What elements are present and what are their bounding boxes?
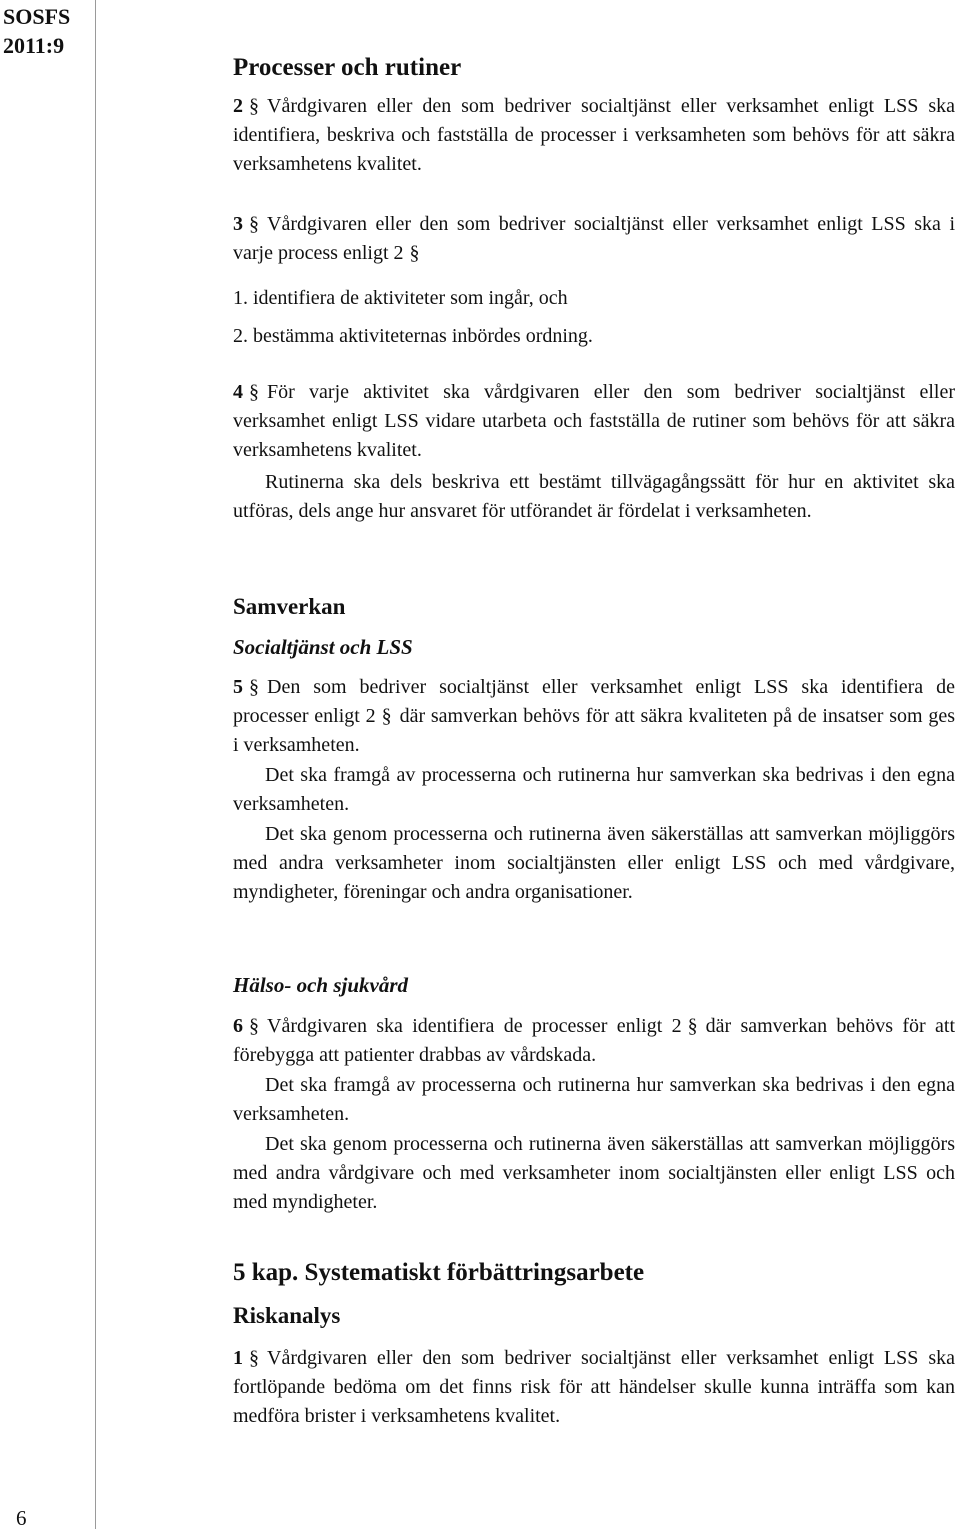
document-code-number: 2011:9 — [3, 33, 65, 58]
paragraph-5-continuation: Det ska genom processerna och rutinerna även säkerställas att samverkan möjliggörs med andra verksamheter inom socialtjänsten eller enligt LSS och med vårdgivare, myndigheter, föreningar och andra organisationer. — [233, 823, 955, 904]
paragraph-6-continuation: Det ska framgå av processerna och rutinerna hur samverkan ska bedrivas i den egna verksamheten. — [233, 1074, 955, 1126]
paragraph-text: För varje aktivitet ska vårdgivaren eller den som bedriver socialtjänst eller verksamhet enligt LSS vidare utarbeta och fastställa de rutiner som behövs för att säkra verksamhetens kvalitet. — [233, 381, 955, 462]
section-sign: § — [249, 381, 259, 403]
paragraph-text: Vårdgivaren eller den som bedriver socialtjänst eller verksamhet enligt LSS ska i varje process enligt 2 — [233, 213, 955, 265]
paragraph-text: Den som bedriver socialtjänst eller verksamhet enligt LSS ska identifiera de processer enligt 2 — [233, 676, 955, 728]
document-code-series: SOSFS — [3, 4, 71, 29]
heading-processer-och-rutiner: Processer och rutiner — [233, 54, 462, 81]
margin-rule — [95, 0, 96, 1529]
paragraph-text: Vårdgivaren eller den som bedriver socialtjänst eller verksamhet enligt LSS ska fortlöpande bedöma om det finns risk för att händelser skulle kunna inträffa som kan medföra brister i verksamhetens kvalitet. — [233, 1347, 955, 1428]
section-sign: § — [249, 95, 259, 117]
paragraph-number: 5 — [233, 676, 243, 698]
paragraph-text: Vårdgivaren eller den som bedriver socialtjänst eller verksamhet enligt LSS ska identifiera, beskriva och fastställa de processer i verksamheten som behövs för att säkra verksamhetens kvalitet. — [233, 95, 955, 176]
paragraph-4 — [233, 378, 955, 466]
heading-samverkan: Samverkan — [233, 594, 346, 619]
section-sign: § — [249, 1015, 259, 1037]
subheading-halso-och-sjukvard: Hälso- och sjukvård — [233, 973, 409, 997]
paragraph-number: 3 — [233, 213, 243, 235]
paragraph-number: 4 — [233, 381, 243, 403]
page-number: 6 — [16, 1506, 27, 1530]
paragraph-number: 2 — [233, 95, 243, 117]
paragraph-number: 1 — [233, 1347, 243, 1369]
paragraph-6-continuation: Det ska genom processerna och rutinerna även säkerställas att samverkan möjliggörs med andra vårdgivare och med verksamheter inom socialtjänsten eller enligt LSS och med myndigheter. — [233, 1133, 955, 1214]
paragraph-5 — [233, 673, 955, 761]
paragraph-text: där samverkan behövs för att säkra kvaliteten på de insatser som ges i verksamheten. — [233, 705, 955, 757]
section-sign: § — [687, 1015, 698, 1037]
section-sign: § — [249, 676, 259, 698]
paragraph-4-continuation: Rutinerna ska dels beskriva ett bestämt tillvägagångssätt för hur en aktivitet ska utföras, dels ange hur ansvaret för utförandet är fördelat i verksamheten. — [233, 471, 955, 523]
paragraph-5-continuation: Det ska framgå av processerna och rutinerna hur samverkan ska bedrivas i den egna verksamheten. — [233, 764, 955, 816]
subheading-socialtjanst-och-lss: Socialtjänst och LSS — [233, 635, 413, 659]
document-code — [3, 2, 70, 60]
paragraph-number: 6 — [233, 1015, 243, 1037]
paragraph-2 — [233, 92, 955, 180]
list-item: 2. bestämma aktiviteternas inbördes ordning. — [233, 325, 593, 347]
paragraph-6 — [233, 1012, 955, 1070]
paragraph-1 — [233, 1344, 955, 1432]
section-sign: § — [249, 1347, 259, 1369]
heading-riskanalys: Riskanalys — [233, 1303, 341, 1328]
heading-5-kap: 5 kap. Systematiskt förbättringsarbete — [233, 1259, 645, 1286]
paragraph-3 — [233, 210, 955, 268]
list-item: 1. identifiera de aktiviteter som ingår, och — [233, 287, 568, 309]
section-sign: § — [381, 705, 392, 728]
section-sign: § — [249, 213, 259, 235]
paragraph-text: där samverkan behövs för att förebygga att patienter drabbas av vårdskada. — [233, 1015, 955, 1067]
paragraph-text: Vårdgivaren ska identifiera de processer enligt 2 — [267, 1015, 682, 1037]
section-sign: § — [409, 242, 420, 265]
